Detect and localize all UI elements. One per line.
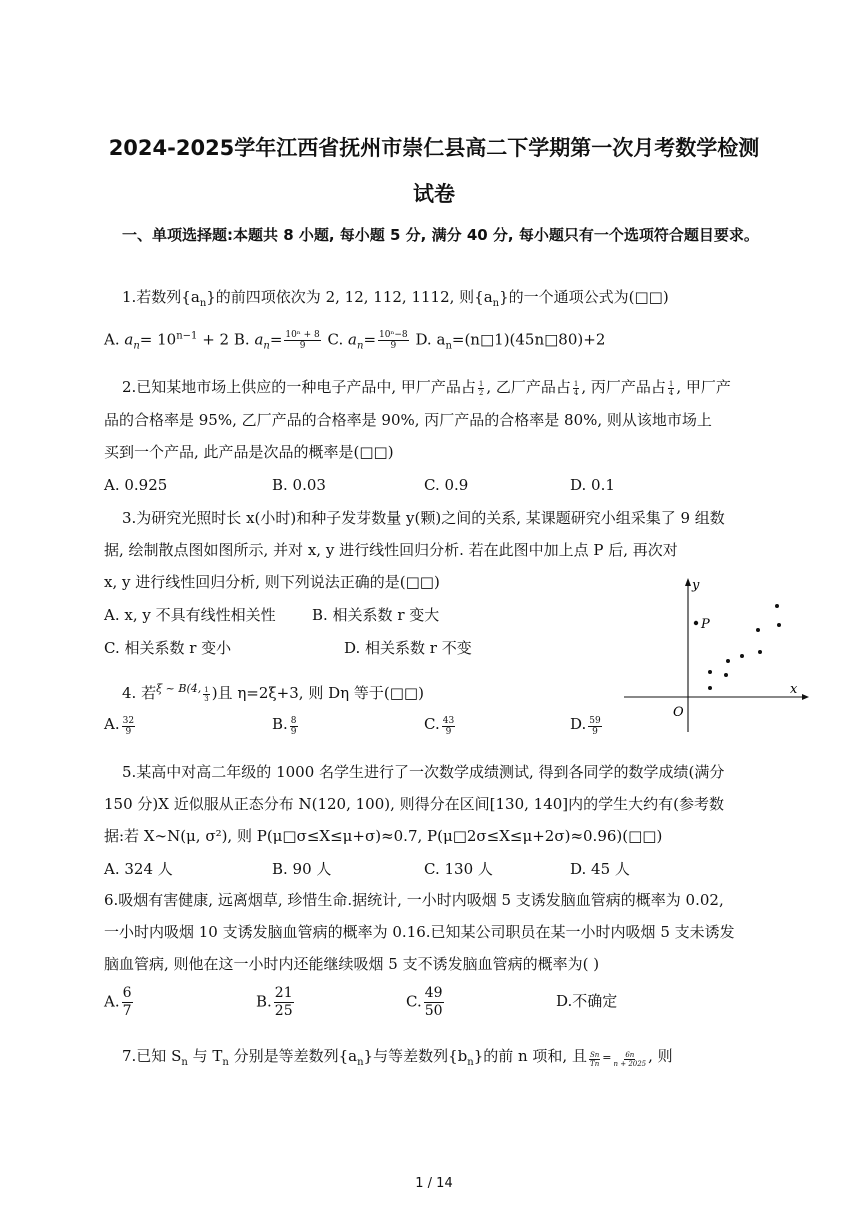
q3-option-c: C. 相关系数 r 变小 [104,639,232,657]
q5-option-c: C. 130 人 [424,860,493,878]
q3-option-b: B. 相关系数 r 变大 [312,606,440,624]
scatter-point [777,623,781,627]
q2-option-d: D. 0.1 [570,476,615,494]
q6-line2: 一小时内吸烟 10 支诱发脑血管病的概率为 0.16.已知某公司职员在某一小时内吸烟 5 支未诱发 [104,923,735,941]
q5-option-d: D. 45 人 [570,860,630,878]
point-p [694,621,698,625]
q6-option-c: C. $\frac{49}{50}$ [406,985,443,1019]
scatter-point [724,673,728,677]
q1-stem: 1.若数列$\{a_n\}$的前四项依次为 2, 12, 112, 1112, 则$\{a_n\}$的一个通项公式为(□□) [122,288,669,309]
q1-options: A. $a_n= 10^{n-1} + 2$ B. $a_n=$ $\frac{\text{10ⁿ + 8}}{9}$ C. $a_n=$ $\frac{\text{10ⁿ−8}}{9}$ D. $a_n=(n□1)(45n□80)+2$ [104,330,606,352]
q3-scatter-figure [622,572,812,732]
q6-option-d: D.不确定 [556,992,618,1010]
q7-stem: 7.已知 $S_n$ 与 $T_n$ 分别是等差数列$\{a_n\}$与等差数列$\{b_n\}$的前 n 项和, 且 $\frac{Sn}{Tn}$ = $\frac{6n}{n + 2025}$ , 则 [122,1047,673,1068]
q2-line3: 买到一个产品, 此产品是次品的概率是(□□) [104,443,394,461]
q2-line1: 2.已知某地市场上供应的一种电子产品中, 甲厂产品占 $\frac{1}{2}$ , 乙厂产品占 $\frac{1}{4}$ , 丙厂产品占 $\frac{1}{4}$ , 甲厂产 [122,378,731,397]
y-axis-label: y [692,578,700,593]
scatter-point [758,650,762,654]
q4-option-a: A. $\frac{32}{9}$ [104,715,135,737]
q4-option-d: D. $\frac{59}{9}$ [570,715,601,737]
scatter-point [726,659,730,663]
point-p-label: P [701,617,710,632]
q4-option-b: B. $\frac{8}{9}$ [272,715,297,737]
q5-option-a: A. 324 人 [104,860,173,878]
q6-option-a: A. $\frac{6}{7}$ [104,985,132,1019]
q3-option-a: A. x, y 不具有线性相关性 [104,606,276,624]
q2-option-a: A. 0.925 [104,476,168,494]
scatter-point [775,604,779,608]
q2-option-b: B. 0.03 [272,476,326,494]
scatter-point [756,628,760,632]
doc-title-line2: 试卷 [413,182,455,206]
q6-line1: 6.吸烟有害健康, 远离烟草, 珍惜生命.据统计, 一小时内吸烟 5 支诱发脑血管病的概率为 0.02, [104,891,724,909]
q2-option-c: C. 0.9 [424,476,469,494]
scatter-point [740,654,744,658]
section-heading: 一、单项选择题:本题共 8 小题, 每小题 5 分, 满分 40 分, 每小题只有一个选项符合题目要求。 [122,226,759,244]
q5-option-b: B. 90 人 [272,860,332,878]
q3-line2: 据, 绘制散点图如图所示, 并对 x, y 进行线性回归分析. 若在此图中加上点 P 后, 再次对 [104,541,678,559]
origin-label: O [673,705,684,720]
q5-line2: 150 分)X 近似服从正态分布 N(120, 100), 则得分在区间[130, 140]内的学生大约有(参考数 [104,795,724,813]
q2-line2: 品的合格率是 95%, 乙厂产品的合格率是 90%, 丙厂产品的合格率是 80%, 则从该地市场上 [104,411,712,429]
doc-title-line1: 2024-2025学年江西省抚州市崇仁县高二下学期第一次月考数学检测 [108,136,760,160]
scatter-point [708,686,712,690]
q4-stem: 4. 若$^{\xi \sim B(4,}$ $\frac{1}{3}$ )且 η=2ξ+3, 则 Dη 等于(□□) [122,682,424,703]
q5-line3: 据:若 X∼N(μ, σ²), 则 P(μ□σ≤X≤μ+σ)≈0.7, P(μ□2σ≤X≤μ+2σ)≈0.96)(□□) [104,827,663,845]
scatter-point [708,670,712,674]
q6-line3: 脑血管病, 则他在这一小时内还能继续吸烟 5 支不诱发脑血管病的概率为( ) [104,955,600,973]
q6-option-b: B. $\frac{21}{25}$ [256,985,293,1019]
q5-line1: 5.某高中对高二年级的 1000 名学生进行了一次数学成绩测试, 得到各同学的数学成绩(满分 [122,763,725,781]
y-axis-arrow [685,578,691,586]
q3-option-d: D. 相关系数 r 不变 [344,639,472,657]
q4-option-c: C. $\frac{43}{9}$ [424,715,455,737]
x-axis-arrow [802,694,809,700]
page-number: 1 / 14 [415,1176,453,1191]
q3-line3: x, y 进行线性回归分析, 则下列说法正确的是(□□) [104,573,440,591]
x-axis-label: x [790,682,798,697]
q3-line1: 3.为研究光照时长 x(小时)和种子发芽数量 y(颗)之间的关系, 某课题研究小组采集了 9 组数 [122,509,725,527]
